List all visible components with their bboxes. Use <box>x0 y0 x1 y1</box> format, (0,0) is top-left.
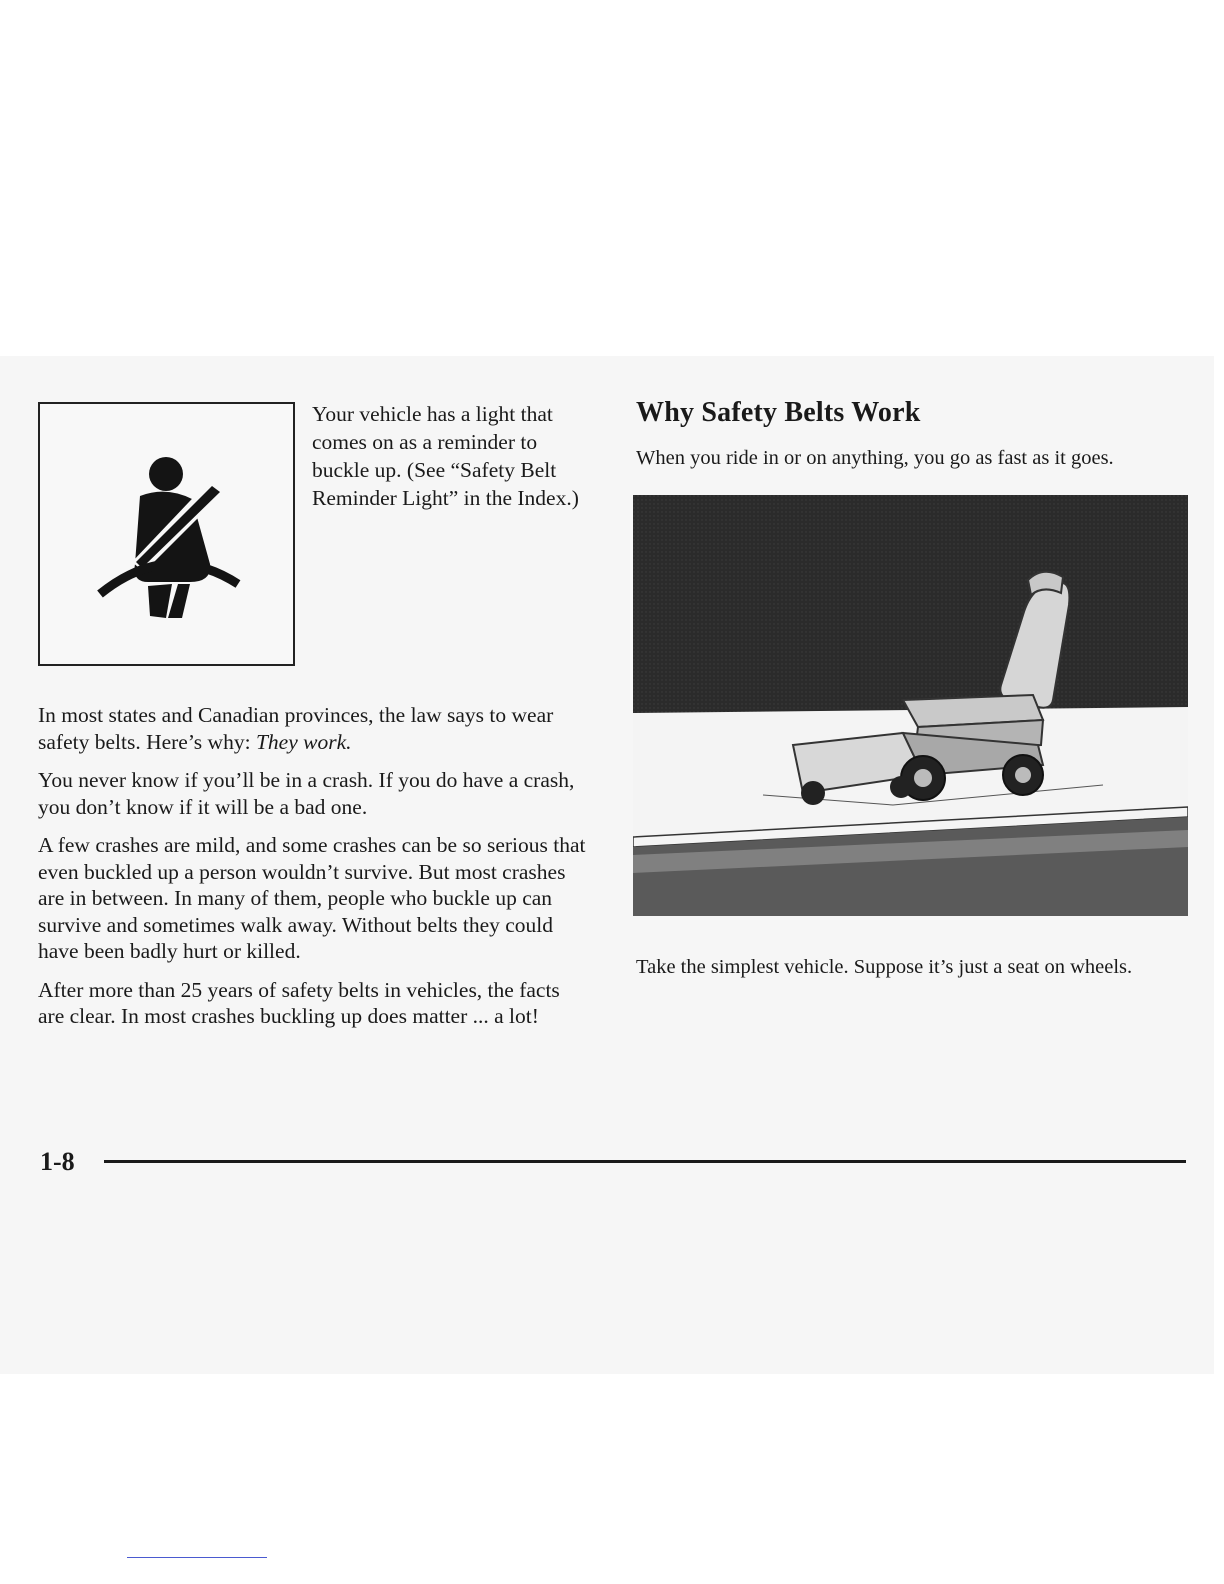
paragraph-crash-unknown: You never know if you’ll be in a crash. If you do have a crash, you don’t know if it will be a bad one. <box>38 768 575 819</box>
page-number: 1-8 <box>40 1147 75 1176</box>
bottom-link-underline <box>127 1557 267 1558</box>
paragraph-crash-severity: A few crashes are mild, and some crashes can be so serious that even buckled up a person wouldn’t survive. But most crashes are in between. In many of them, people who buckle up can survive and sometimes walk away. Without belts they could have been badly hurt or killed. <box>38 833 586 963</box>
footer-rule <box>104 1160 1186 1163</box>
paragraph-law-emphasis: They work. <box>255 729 352 754</box>
seat-on-wheels-illustration <box>633 495 1188 916</box>
seat-on-wheels-drawing <box>633 495 1188 916</box>
figure-caption: Take the simplest vehicle. Suppose it’s just a seat on wheels. <box>636 956 1133 978</box>
left-column <box>38 702 590 1042</box>
section-heading: Why Safety Belts Work <box>636 397 921 428</box>
paragraph-facts: After more than 25 years of safety belts in vehicles, the facts are clear. In most crashes buckling up does matter ... a lot! <box>38 977 560 1028</box>
safety-belt-icon <box>40 404 293 664</box>
reminder-light-note: Your vehicle has a light that comes on as a reminder to buckle up. (See “Safety Belt Reminder Light” in the Index.) <box>312 402 579 510</box>
paragraph-law <box>38 702 590 755</box>
section-intro: When you ride in or on anything, you go as fast as it goes. <box>636 447 1114 469</box>
paragraph-law-text: In most states and Canadian provinces, the law says to wear safety belts. Here’s why: <box>38 703 554 754</box>
safety-belt-reminder-icon-box <box>38 402 295 666</box>
